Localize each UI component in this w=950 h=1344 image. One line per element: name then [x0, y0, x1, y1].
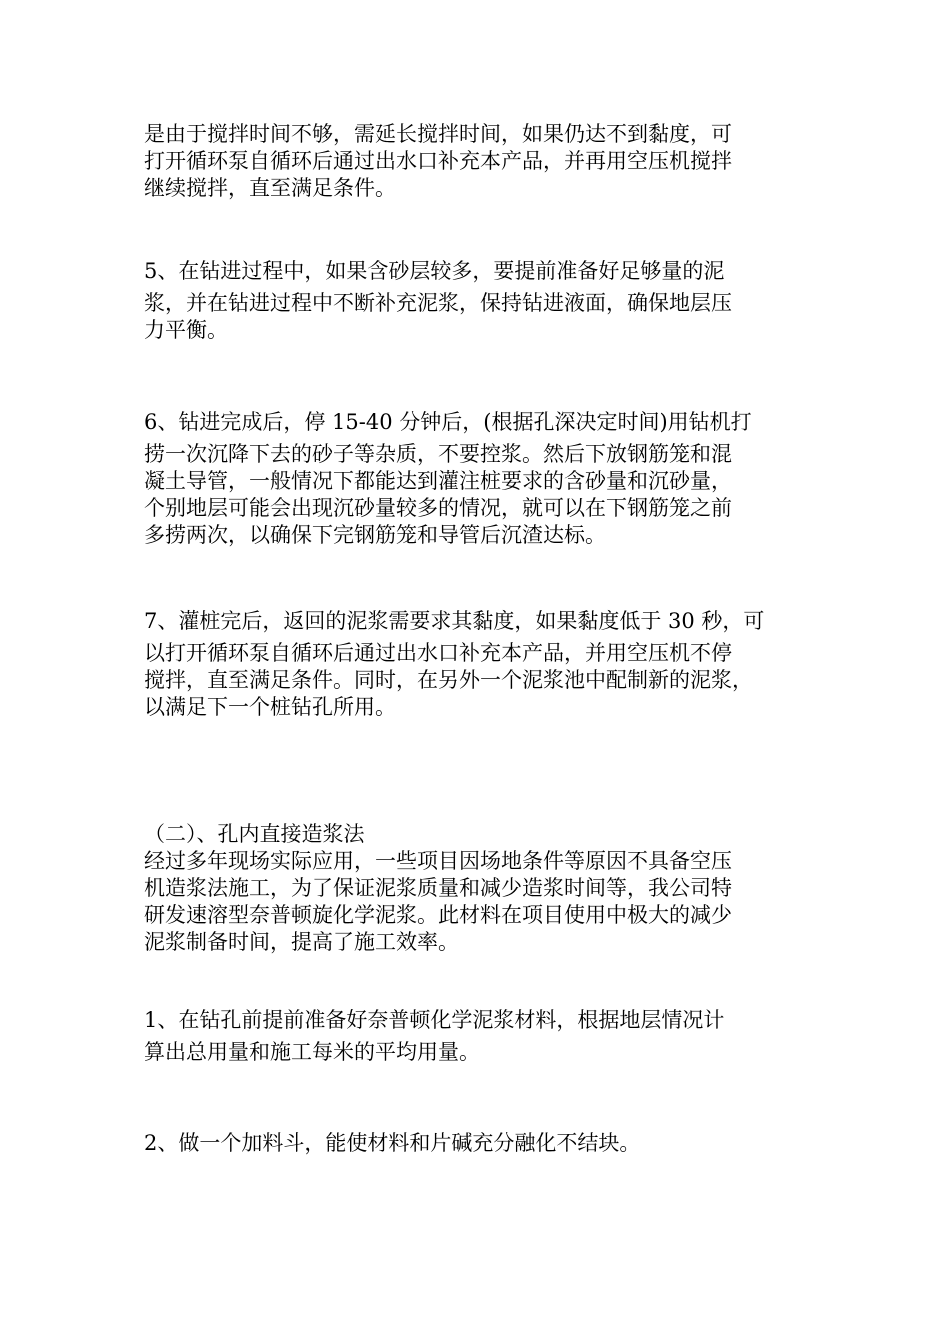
- text-line: 力平衡。: [144, 318, 228, 342]
- text-line: 凝土导管，一般情况下都能达到灌注桩要求的含砂量和沉砂量，: [144, 469, 732, 493]
- text-line: 多捞两次，以确保下完钢筋笼和导管后沉渣达标。: [144, 523, 606, 547]
- text-line: 捞一次沉降下去的砂子等杂质，不要控浆。然后下放钢筋笼和混: [144, 442, 732, 466]
- text-line: 打开循环泵自循环后通过出水口补充本产品，并再用空压机搅拌: [144, 149, 732, 173]
- text-line: 继续搅拌，直至满足条件。: [144, 176, 396, 200]
- text-line: 浆，并在钻进过程中不断补充泥浆，保持钻进液面，确保地层压: [144, 291, 732, 315]
- text-line: 1、在钻孔前提前准备好奈普顿化学泥浆材料，根据地层情况计: [144, 1008, 725, 1032]
- text-line: 算出总用量和施工每米的平均用量。: [144, 1040, 480, 1064]
- text-line: 以满足下一个桩钻孔所用。: [144, 695, 396, 719]
- text-line: 经过多年现场实际应用，一些项目因场地条件等原因不具备空压: [144, 849, 732, 873]
- text-line: 5、在钻进过程中，如果含砂层较多，要提前准备好足够量的泥: [144, 259, 725, 283]
- text-line: 研发速溶型奈普顿旋化学泥浆。此材料在项目使用中极大的减少: [144, 903, 732, 927]
- section-direct-slurry-method: [144, 821, 814, 956]
- paragraph-step-7: [144, 608, 814, 721]
- text-line: 个别地层可能会出现沉砂量较多的情况，就可以在下钢筋笼之前: [144, 496, 732, 520]
- text-line: 以打开循环泵自循环后通过出水口补充本产品，并用空压机不停: [144, 641, 732, 665]
- text-line: 2、做一个加料斗，能使材料和片碱充分融化不结块。: [144, 1131, 641, 1155]
- text-line: 是由于搅拌时间不够，需延长搅拌时间，如果仍达不到黏度，可: [144, 122, 732, 146]
- text-line: 泥浆制备时间，提高了施工效率。: [144, 930, 459, 954]
- paragraph-step-2: [144, 1130, 814, 1157]
- paragraph-step-5: [144, 258, 814, 344]
- section-heading: （二）、孔内直接造浆法: [144, 822, 365, 846]
- text-line: 搅拌，直至满足条件。同时，在另外一个泥浆池中配制新的泥浆，: [144, 668, 753, 692]
- paragraph-step-1: [144, 1007, 814, 1066]
- text-line: 7、灌桩完后，返回的泥浆需要求其黏度，如果黏度低于 30 秒，可: [144, 609, 765, 633]
- paragraph-step-6: [144, 409, 814, 549]
- paragraph-mixing-time: [144, 121, 814, 202]
- text-line: 机造浆法施工，为了保证泥浆质量和减少造浆时间等，我公司特: [144, 876, 732, 900]
- text-line: 6、钻进完成后，停 15-40 分钟后，(根据孔深决定时间)用钻机打: [144, 410, 752, 434]
